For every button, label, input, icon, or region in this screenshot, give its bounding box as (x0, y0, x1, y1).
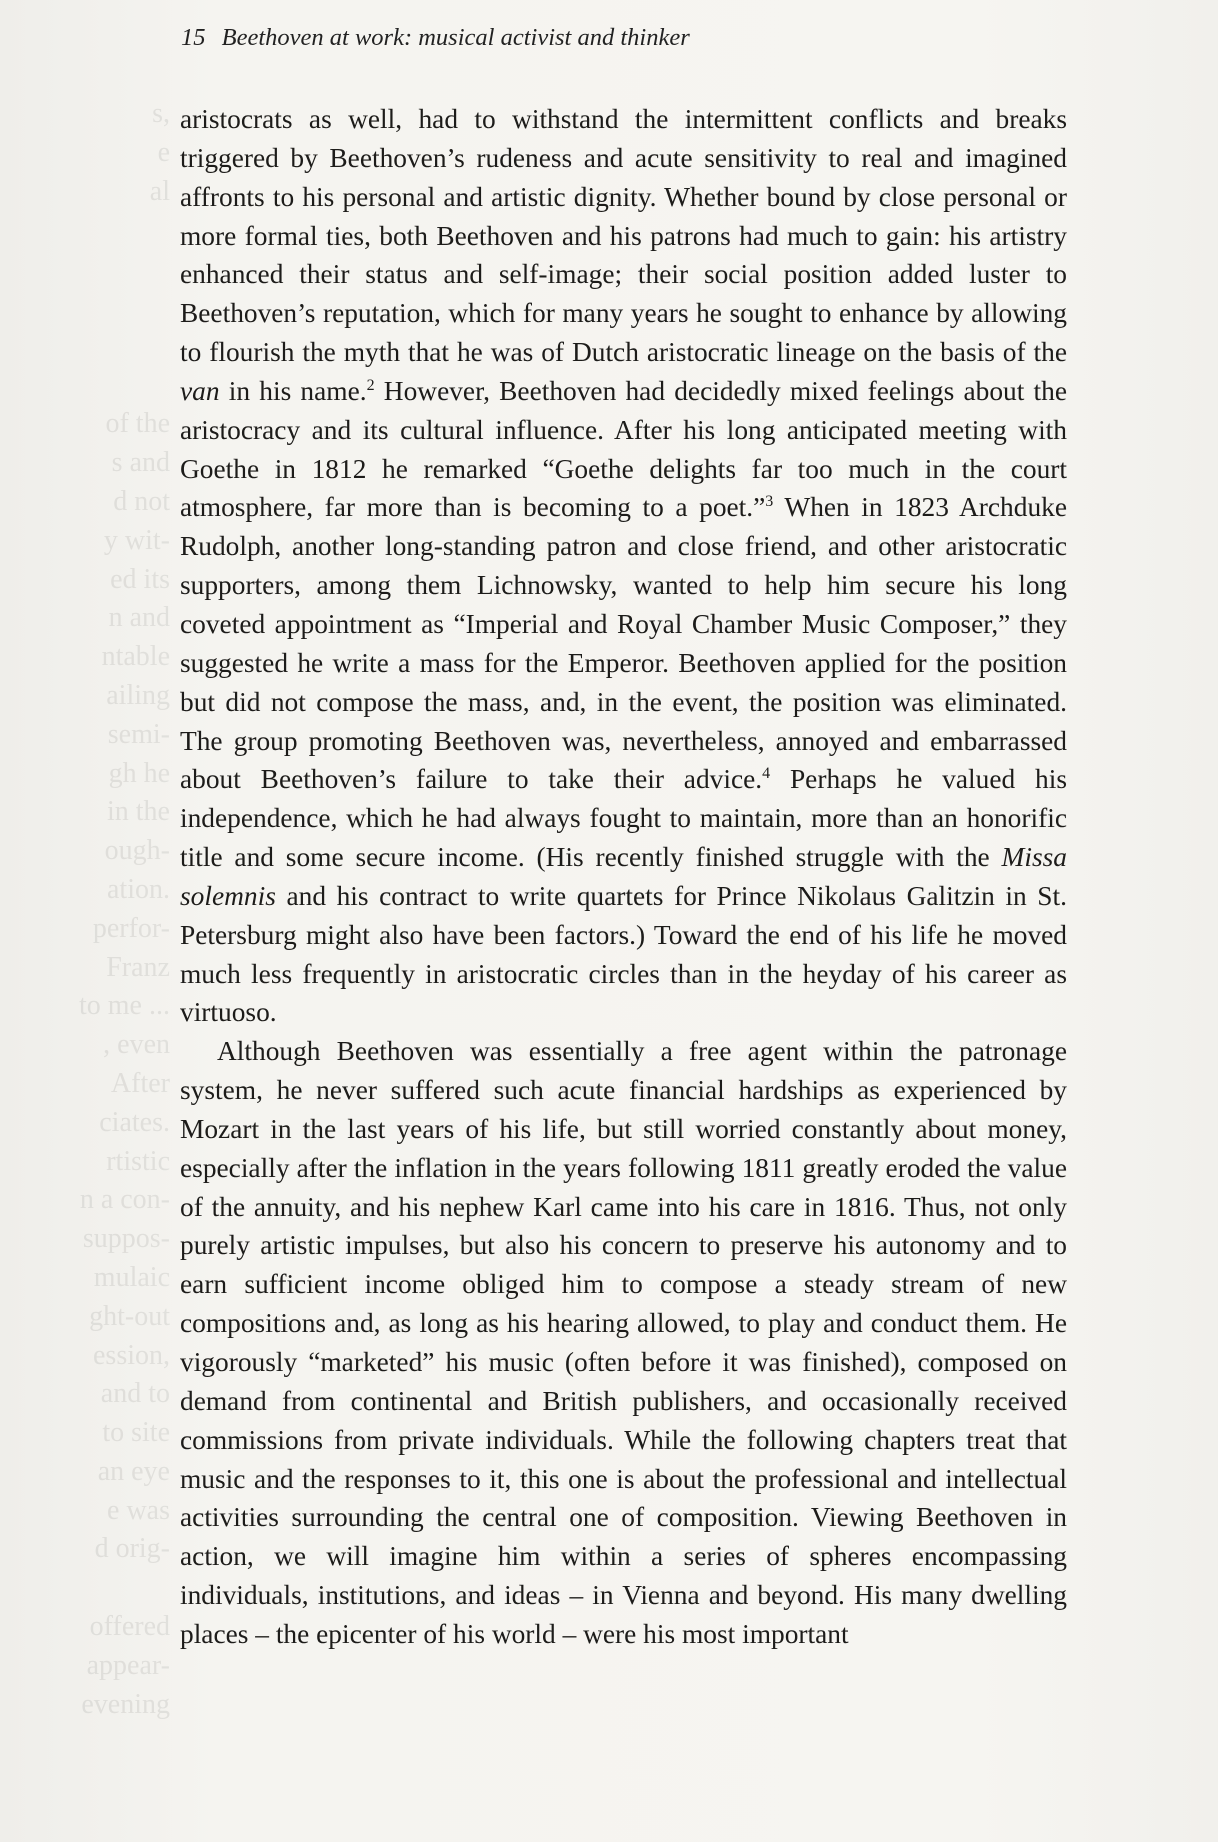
footnote-marker-2: 2 (366, 376, 375, 394)
text-run: aristocrats as well, had to withstand the intermittent conflicts and breaks triggered by Beethoven’s rudeness and acute sensitivity to real and imagined affronts to his personal and artistic dignity. Whether bound by close personal or more formal ties, both Beethoven and his patrons had much to gain: his artistry enhanced their status and self-image; their social position added luster to Beethoven’s reputation, which for many years he sought to enhance by allowing to flourish the myth that he was of Dutch aristocratic lineage on the basis of the (180, 104, 1067, 368)
text-run: in his name. (219, 375, 367, 406)
footnote-marker-3: 3 (765, 493, 774, 511)
show-through-text: s, e al of the s and d not y wit- ed its n and ntable ailing semi- gh he in the ough- ation. perfor- Franz to me ... , even After ciates. rtistic n a con- suppos- mulaic ght-out ession, and to to site an eye e was d orig- offered appear- evening (79, 98, 170, 1720)
text-run: When in 1823 Archduke Rudolph, another long-standing patron and close friend, and other aristocratic supporters, among them Lichnowsky, wanted to help him secure his long coveted appointment as “Imperial and Royal Chamber Music Composer,” they suggested he write a mass for the Emperor. Beethoven applied for the position but did not compose the mass, and, in the event, the position was eliminated. The group promoting Beethoven was, nevertheless, annoyed and embarrassed about Beethoven’s failure to take their advice. (180, 492, 1067, 795)
body-text (180, 100, 1067, 1820)
italic-van: van (180, 375, 220, 406)
text-run: However, Beethoven had decidedly mixed feelings about the aristocracy and its cultural influence. After his long anticipated meeting with Goethe in 1812 he remarked “Goethe delights far too much in the court atmosphere, far more than is becoming to a poet.” (180, 375, 1067, 523)
paragraph-1 (180, 100, 1067, 1032)
page-number: 15 (181, 24, 206, 51)
footnote-marker-4: 4 (762, 765, 771, 783)
italic-missa-solemnis: Missa solemnis (180, 842, 1067, 911)
text-run: Perhaps he valued his independence, which he had always fought to maintain, more than an honorific title and some secure income. (His recently finished struggle with the (180, 764, 1067, 873)
running-header (181, 24, 690, 52)
paragraph-2: Although Beethoven was essentially a free agent within the patronage system, he never suffered such acute financial hardships as experienced by Mozart in the last years of his life, but still worried constantly about money, especially after the inflation in the years following 1811 greatly eroded the value of the annuity, and his nephew Karl came into his care in 1816. Thus, not only purely artistic impulses, but also his concern to preserve his autonomy and to earn sufficient income obliged him to compose a steady stream of new compositions and, as long as his hearing allowed, to play and conduct them. He vigorously “marketed” his music (often before it was finished), composed on demand from continental and British publishers, and occasionally received commissions from private individuals. While the following chapters treat that music and the responses to it, this one is about the professional and intellectual activities surrounding the central one of composition. Viewing Beethoven in action, we will imagine him within a series of spheres encompassing individuals, institutions, and ideas – in Vienna and beyond. His many dwelling places – the epicenter of his world – were his most important (180, 1036, 1067, 1649)
text-run: and his contract to write quartets for Prince Nikolaus Galitzin in St. Petersburg might also have been factors.) Toward the end of his life he moved much less frequently in aristocratic circles than in the heyday of his career as virtuoso. (180, 880, 1067, 1028)
running-title: Beethoven at work: musical activist and thinker (221, 24, 690, 51)
